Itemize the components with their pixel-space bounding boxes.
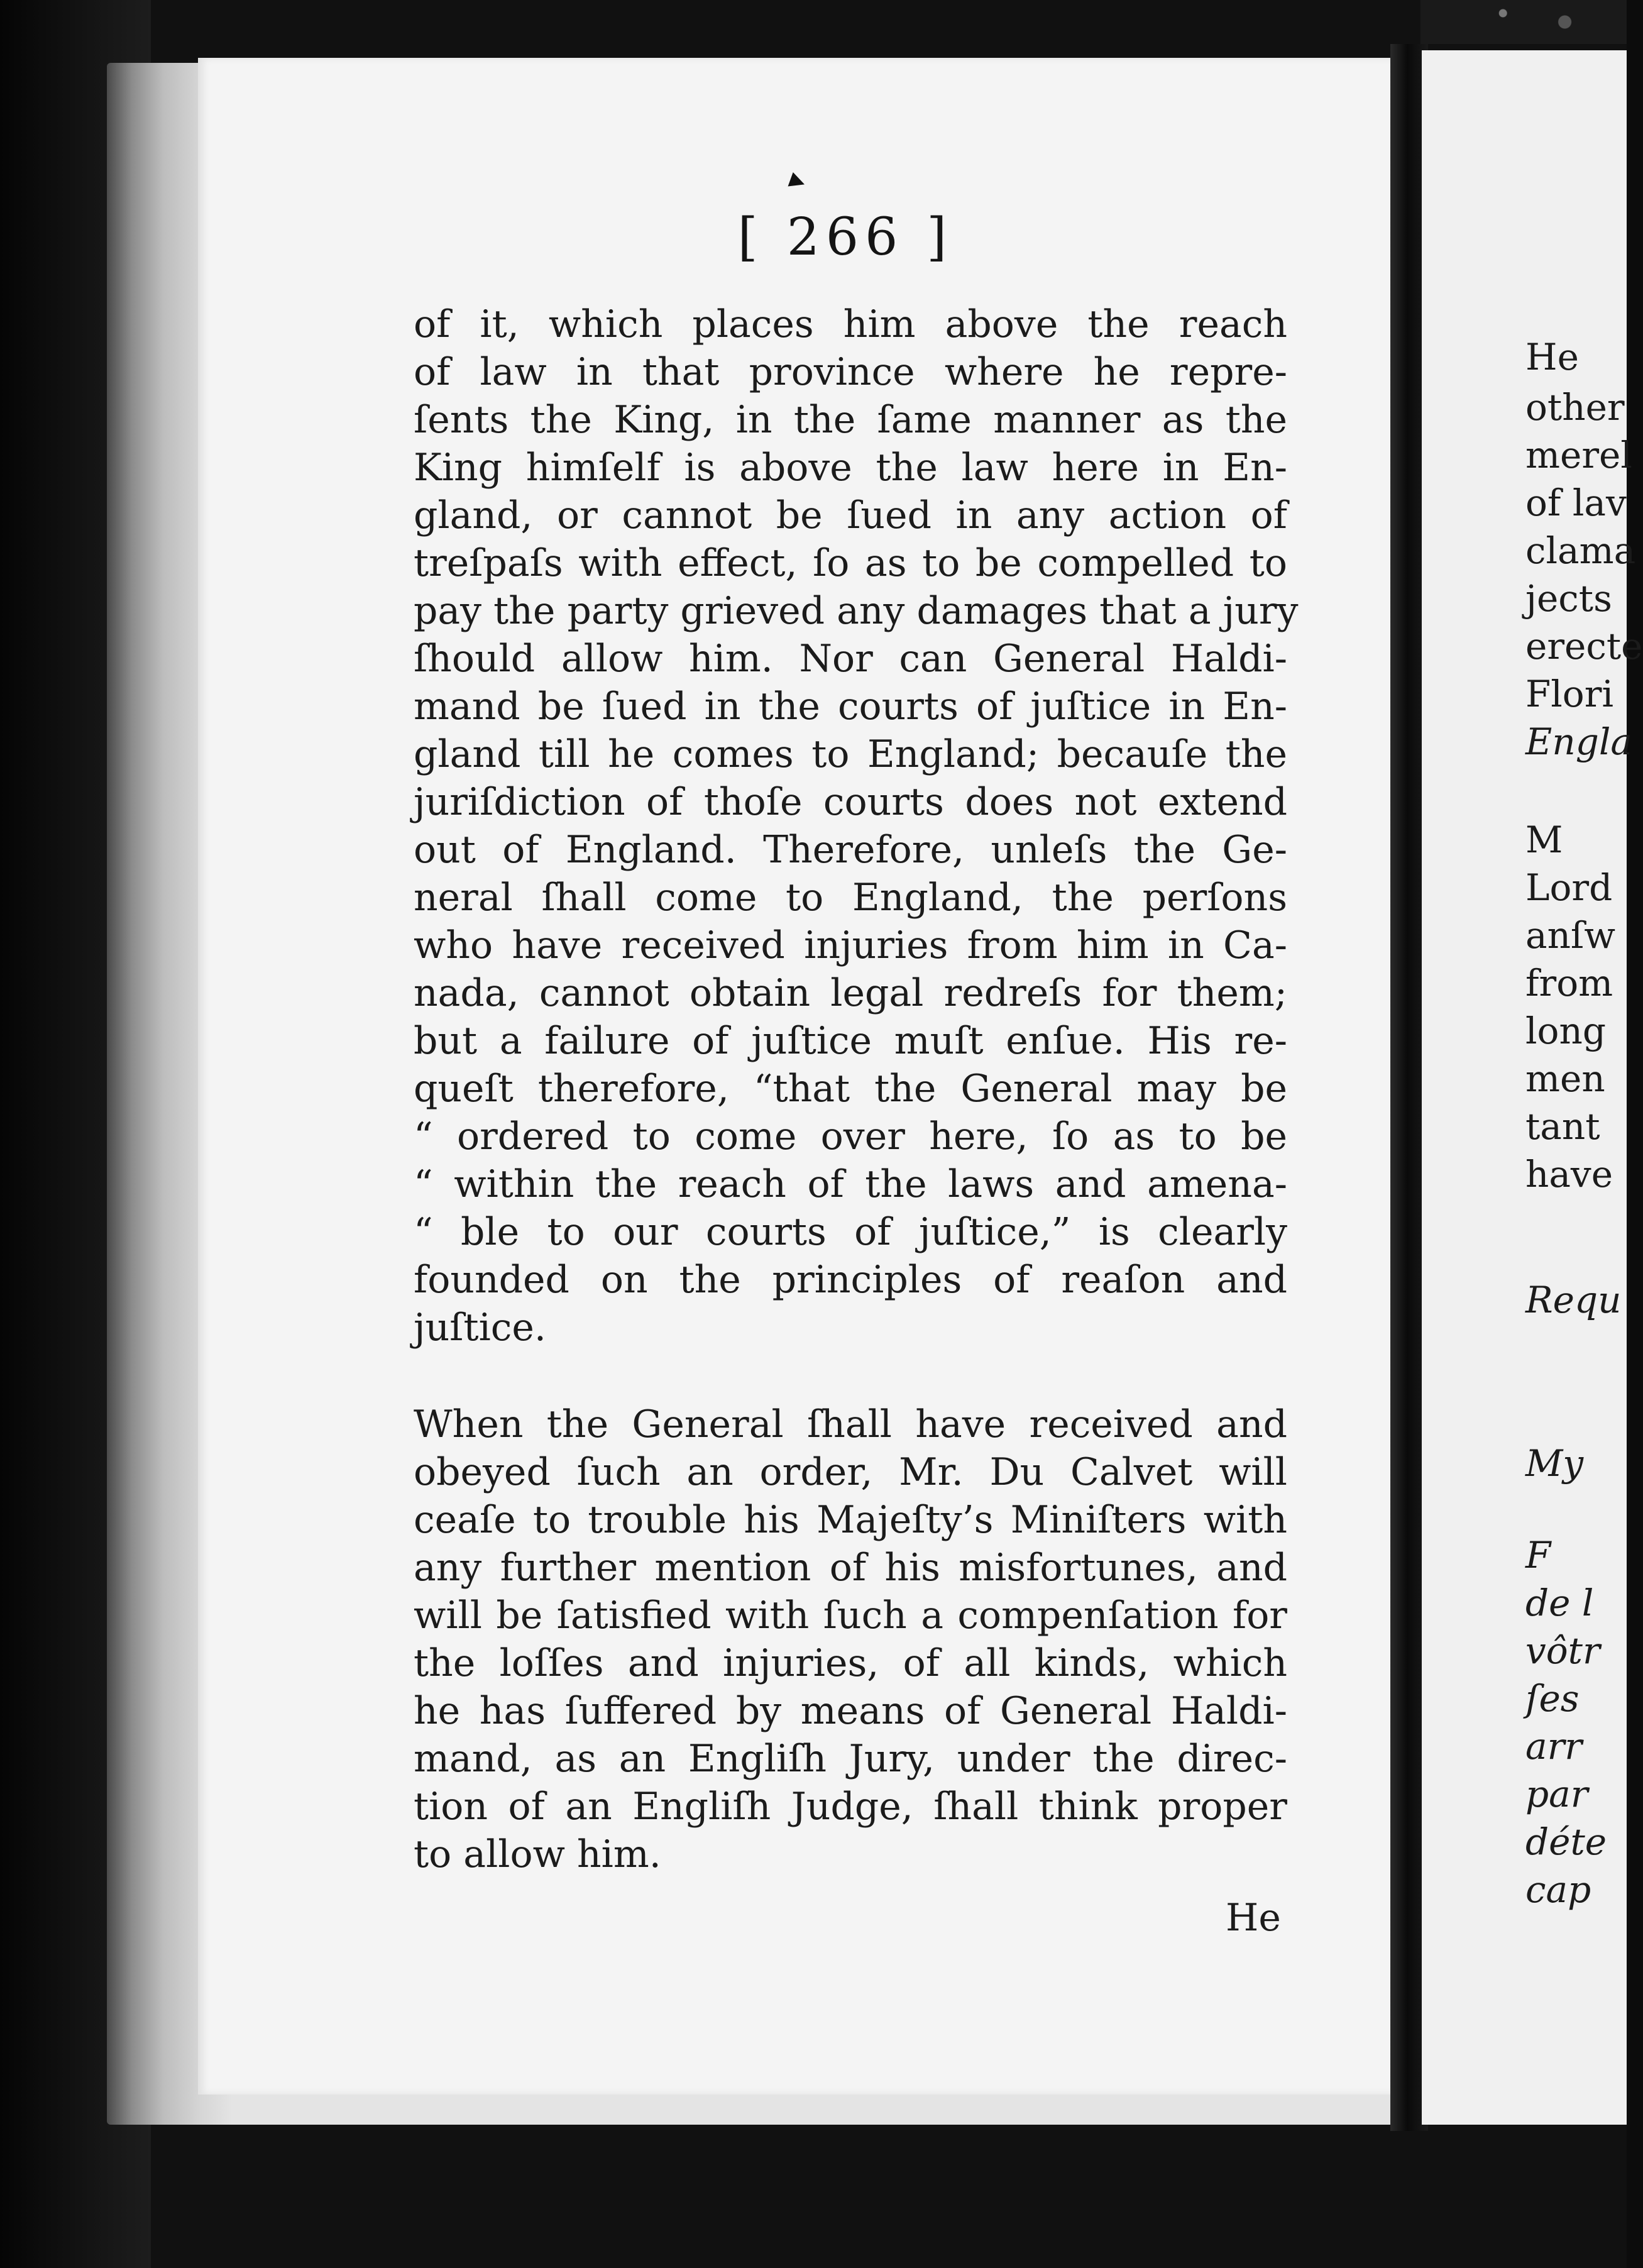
right-page-line: déte	[1525, 1820, 1607, 1863]
right-page-line: jects	[1525, 577, 1612, 620]
right-page-line: of lav	[1525, 482, 1627, 524]
right-page-line: merel	[1525, 434, 1632, 476]
right-page-line: from	[1525, 962, 1613, 1005]
text-line: nada, cannot obtain legal redreſs for them;	[414, 971, 1287, 1015]
text-line: treſpaſs with effect, ſo as to be compelled to	[414, 541, 1287, 585]
text-line: pay the party grieved any damages that a jury	[414, 589, 1299, 633]
text-line: out of England. Therefore, unleſs the Ge-	[414, 828, 1287, 872]
right-page-line: clama	[1525, 529, 1636, 572]
text-line: of law in that province where he repre-	[414, 350, 1287, 394]
paragraph-2	[414, 1401, 1287, 1878]
ink-mark: ▸	[785, 160, 811, 199]
text-line: “ within the reach of the laws and amena-	[414, 1162, 1287, 1206]
text-line: of it, which places him above the reach	[414, 302, 1287, 346]
text-line: queſt therefore, “that the General may be	[414, 1067, 1287, 1111]
text-line: obeyed ſuch an order, Mr. Du Calvet will	[414, 1450, 1287, 1494]
right-page-line: M	[1525, 818, 1563, 861]
right-page-line: par	[1525, 1773, 1588, 1815]
right-page-line: Requ	[1525, 1279, 1622, 1321]
text-line: gland, or cannot be ſued in any action of	[414, 493, 1287, 537]
right-page-line: ſes	[1525, 1677, 1580, 1720]
right-page-line: long	[1525, 1010, 1606, 1052]
page-number: [ 266 ]	[737, 207, 953, 267]
text-line: When the General ſhall have received and	[414, 1402, 1287, 1446]
scan-corner-noise	[1420, 0, 1627, 44]
text-line: ſhould allow him. Nor can General Haldi-	[414, 637, 1287, 681]
text-line: any further mention of his misfortunes, and	[414, 1546, 1287, 1590]
text-line: founded on the principles of reaſon and	[414, 1258, 1287, 1302]
text-line: “ ble to our courts of juſtice,” is clearly	[414, 1210, 1287, 1254]
right-page-line: He	[1525, 336, 1579, 378]
catchword: He	[1226, 1896, 1281, 1940]
text-line: tion of an Engliſh Judge, ſhall think proper	[414, 1785, 1287, 1829]
right-page-line: erecte	[1525, 625, 1643, 668]
text-line: ceaſe to trouble his Majeſty’s Miniſters with	[414, 1498, 1287, 1542]
right-page-line: men	[1525, 1057, 1605, 1100]
right-page-line: anſw	[1525, 914, 1616, 957]
right-page-line: My	[1525, 1442, 1584, 1485]
text-line: “ ordered to come over here, ſo as to be	[414, 1115, 1287, 1159]
text-line: juriſdiction of thoſe courts does not extend	[414, 780, 1287, 824]
text-line: who have received injuries from him in Ca-	[414, 923, 1287, 967]
text-line: juſtice.	[414, 1306, 546, 1350]
paragraph-1	[414, 300, 1299, 1351]
text-line: neral ſhall come to England, the perſons	[414, 876, 1287, 920]
right-page-line: tant	[1525, 1105, 1600, 1148]
text-line: to allow him.	[414, 1832, 661, 1876]
right-page-line: Flori	[1525, 673, 1613, 715]
text-line: mand, as an Engliſh Jury, under the direc-	[414, 1737, 1287, 1781]
right-page-line: cap	[1525, 1868, 1591, 1911]
right-page-line: have	[1525, 1153, 1613, 1196]
text-line: he has ſuffered by means of General Haldi-	[414, 1689, 1287, 1733]
right-page-line: vôtr	[1525, 1629, 1600, 1672]
text-line: gland till he comes to England; becauſe the	[414, 732, 1287, 776]
right-page-line: Lord	[1525, 866, 1613, 909]
right-page-line: de l	[1525, 1582, 1594, 1624]
text-line: mand be ſued in the courts of juſtice in En-	[414, 685, 1287, 729]
text-line: the loſſes and injuries, of all kinds, which	[414, 1641, 1287, 1685]
text-line: but a failure of juſtice muſt enſue. His re-	[414, 1019, 1287, 1063]
right-page-line: F	[1525, 1534, 1551, 1577]
right-page-line: other	[1525, 386, 1625, 429]
text-line: ſents the King, in the ſame manner as the	[414, 398, 1287, 442]
right-page-line: Engla	[1525, 720, 1632, 763]
text-line: will be ſatisfied with ſuch a compenſation for	[414, 1594, 1287, 1638]
right-page-line: arr	[1525, 1725, 1583, 1768]
text-line: King himſelf is above the law here in En-	[414, 446, 1287, 490]
